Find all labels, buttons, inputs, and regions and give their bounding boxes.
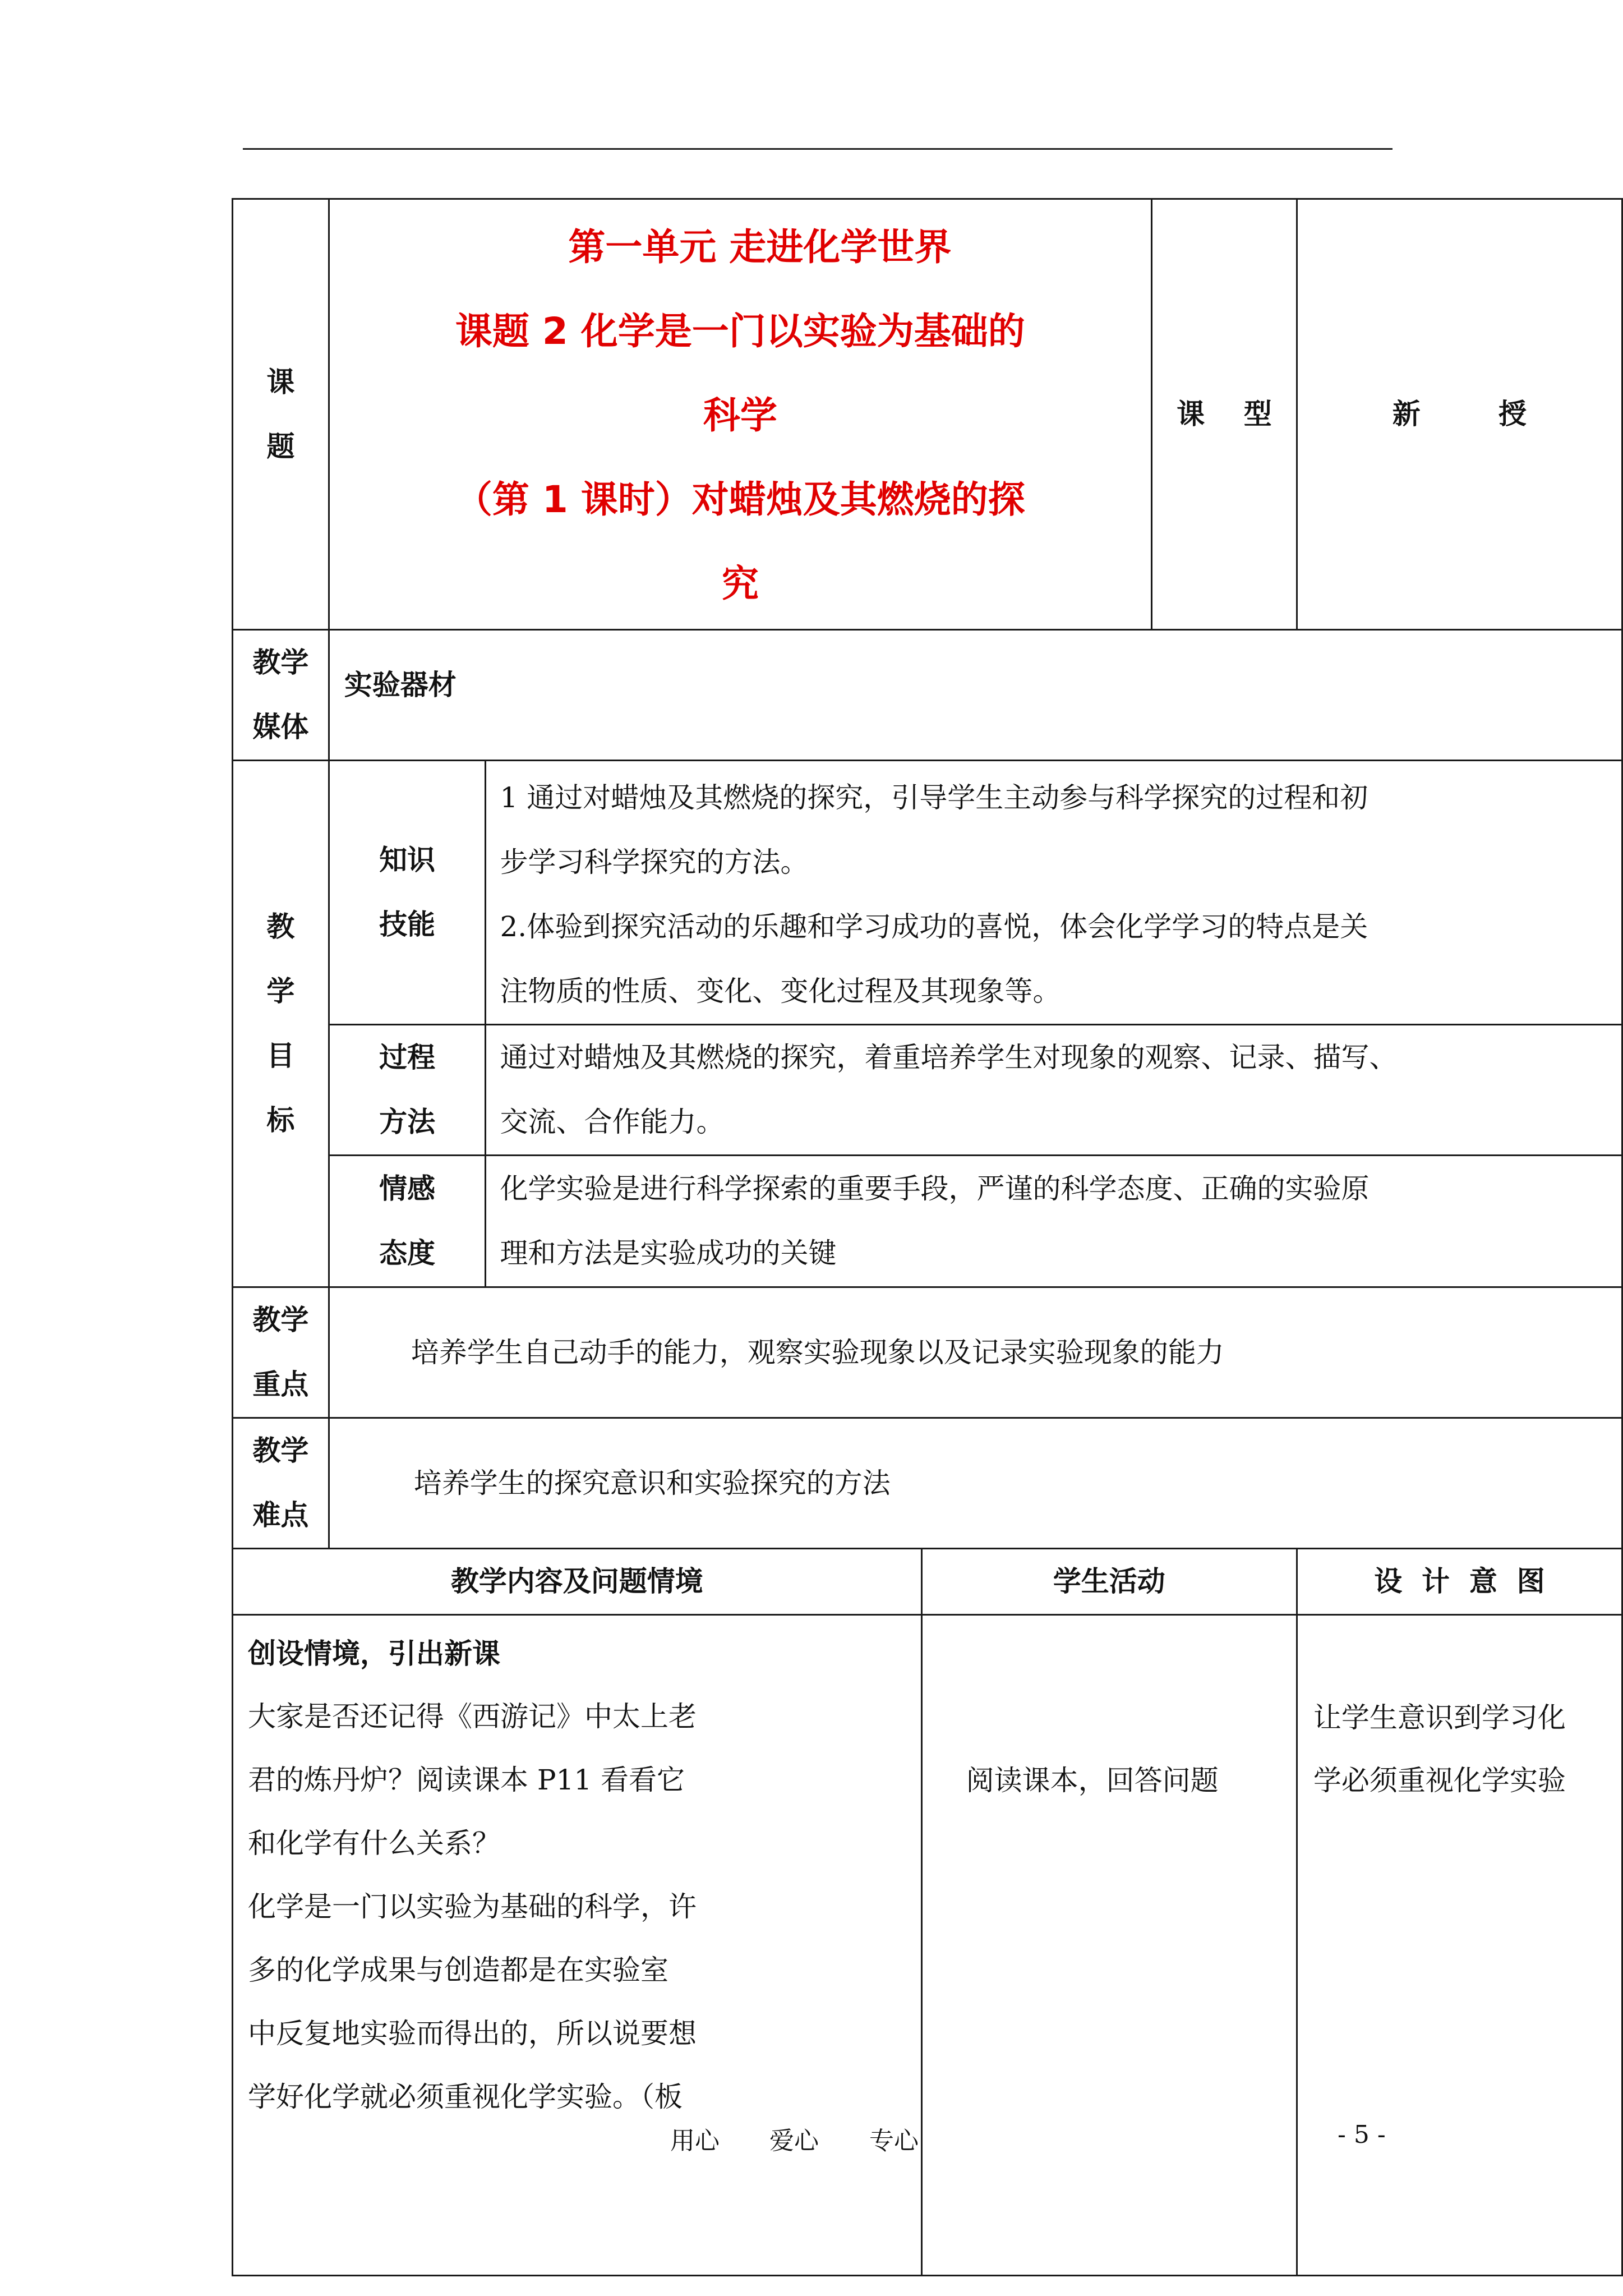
media-label-1: 教学 (252, 646, 309, 679)
media-label-cell (233, 630, 329, 761)
process-line-2: 交流、合作能力。 (500, 1106, 725, 1138)
lesson-type-value: 新 授 (1297, 199, 1622, 630)
content-line-5: 多的化学成果与创造都是在实验室 (248, 1954, 668, 1986)
key-points-label-1: 教学 (252, 1304, 309, 1336)
topic-label-2: 题 (266, 430, 295, 463)
knowledge-label-cell (329, 761, 486, 1025)
key-points-label-cell (233, 1287, 329, 1418)
intent-header: 设 计 意 图 (1297, 1549, 1622, 1615)
objectives-label-4: 标 (266, 1104, 295, 1137)
objectives-label-2: 学 (266, 975, 295, 1007)
attitude-line-2: 理和方法是实验成功的关键 (500, 1237, 837, 1269)
key-points-label-2: 重点 (252, 1368, 309, 1401)
topic-title-line1: 课题 2 化学是一门以实验为基础的 (455, 310, 1025, 353)
topic-label-cell (233, 199, 329, 630)
page-number: - 5 - (1338, 2120, 1386, 2149)
topic-title-line2: 科学 (703, 394, 777, 437)
knowledge-text (486, 761, 1622, 1025)
activity-cell (921, 1615, 1297, 2276)
page-footer (0, 2120, 1623, 2165)
footer-motto-1: 用心 (670, 2127, 720, 2155)
difficulties-text: 培养学生的探究意识和实验探究的方法 (329, 1418, 1622, 1549)
objectives-label-cell (233, 761, 329, 1287)
knowledge-line-4: 注物质的性质、变化、变化过程及其现象等。 (500, 975, 1061, 1007)
process-label-1: 过程 (379, 1041, 436, 1074)
content-cell (233, 1615, 922, 2276)
difficulties-label-1: 教学 (252, 1434, 309, 1467)
intent-line-2: 学必须重视化学实验 (1313, 1764, 1566, 1797)
process-text (486, 1025, 1622, 1156)
intent-text (1298, 1616, 1621, 1812)
content-line-1: 大家是否还记得《西游记》中太上老 (248, 1700, 697, 1733)
knowledge-line-2: 步学习科学探究的方法。 (500, 846, 809, 878)
attitude-line-1: 化学实验是进行科学探索的重要手段，严谨的科学态度、正确的实验原 (500, 1172, 1370, 1205)
attitude-text (486, 1156, 1622, 1287)
footer-motto-2: 爱心 (769, 2127, 819, 2155)
knowledge-line-3: 2.体验到探究活动的乐趣和学习成功的喜悦，体会化学学习的特点是关 (500, 910, 1368, 943)
content-line-2: 君的炼丹炉？阅读课本 P11 看看它 (248, 1764, 685, 1796)
header-rule (243, 148, 1393, 150)
content-heading: 创设情境，引出新课 (248, 1637, 500, 1670)
content-line-6: 中反复地实验而得出的，所以说要想 (248, 2017, 697, 2050)
attitude-label-2: 态度 (379, 1237, 436, 1269)
content-line-7: 学好化学就必须重视化学实验。（板 (248, 2081, 683, 2113)
activity-text: 阅读课本，回答问题 (966, 1764, 1219, 1797)
media-label-2: 媒体 (252, 711, 309, 743)
unit-title: 第一单元 走进化学世界 (568, 226, 952, 269)
content-body (248, 1685, 909, 2129)
objectives-label-1: 教 (266, 910, 295, 943)
media-value: 实验器材 (329, 630, 1622, 761)
knowledge-label-2: 技能 (379, 908, 436, 941)
topic-label-1: 课 (266, 365, 295, 398)
process-label-cell (329, 1025, 486, 1156)
process-label-2: 方法 (379, 1106, 436, 1138)
difficulties-label-cell (233, 1418, 329, 1549)
knowledge-line-1: 1 通过对蜡烛及其燃烧的探究，引导学生主动参与科学探究的过程和初 (500, 781, 1368, 814)
intent-line-1: 让学生意识到学习化 (1313, 1701, 1566, 1734)
lesson-plan-table (232, 198, 1623, 2276)
topic-title-line3: （第 1 课时）对蜡烛及其燃烧的探 (455, 478, 1025, 521)
intent-cell (1297, 1615, 1622, 2276)
attitude-label-1: 情感 (379, 1172, 436, 1205)
key-points-text: 培养学生自己动手的能力，观察实验现象以及记录实验现象的能力 (329, 1287, 1622, 1418)
footer-motto-3: 专心 (869, 2127, 919, 2155)
content-header: 教学内容及问题情境 (233, 1549, 922, 1615)
lesson-type-label: 课 型 (1152, 199, 1297, 630)
activity-header: 学生活动 (921, 1549, 1297, 1615)
content-line-3: 和化学有什么关系？ (248, 1827, 500, 1860)
topic-title-line4: 究 (721, 562, 759, 605)
lesson-title (329, 199, 1151, 630)
objectives-label-3: 目 (266, 1039, 295, 1072)
process-line-1: 通过对蜡烛及其燃烧的探究，着重培养学生对现象的观察、记录、描写、 (500, 1041, 1398, 1074)
difficulties-label-2: 难点 (252, 1499, 309, 1531)
attitude-label-cell (329, 1156, 486, 1287)
knowledge-label-1: 知识 (379, 844, 436, 876)
content-line-4: 化学是一门以实验为基础的科学，许 (248, 1890, 697, 1923)
